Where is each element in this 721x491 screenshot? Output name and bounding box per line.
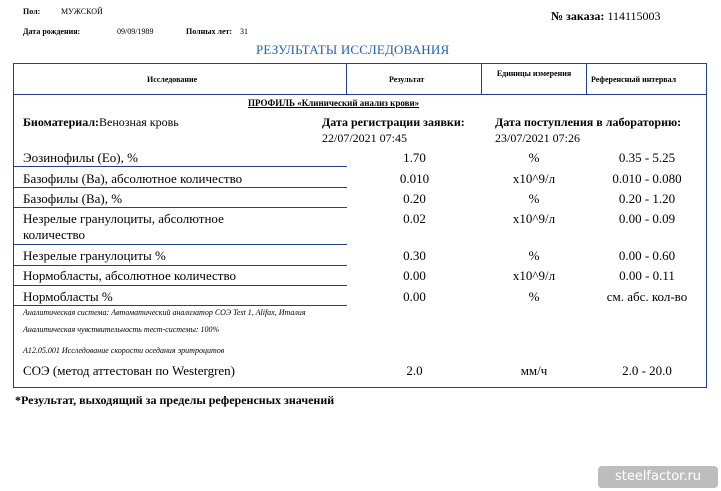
test-reference: 0.00 - 0.60 <box>618 248 676 263</box>
test-unit: % <box>528 289 540 304</box>
column-header-reference: Референсный интервал <box>591 75 677 84</box>
test-unit: х10^9/л <box>512 171 556 186</box>
test-name: Незрелые гранулоциты, абсолютное <box>23 211 224 226</box>
test-result: 0.02 <box>403 211 426 226</box>
divider <box>346 64 347 95</box>
test-result: 0.00 <box>403 268 426 283</box>
registration-value: 22/07/2021 07:45 <box>322 131 408 145</box>
test-reference: 0.010 - 0.080 <box>612 171 682 186</box>
divider <box>14 187 347 188</box>
test-unit: % <box>528 248 540 263</box>
divider <box>14 244 347 245</box>
test-result: 0.30 <box>403 248 426 263</box>
test-name: Нормобласты % <box>23 289 113 304</box>
test-name: Незрелые гранулоциты % <box>23 248 166 263</box>
biomaterial-label: Биоматериал: <box>23 115 100 129</box>
column-header-result: Результат <box>389 75 425 84</box>
divider <box>14 265 347 266</box>
divider <box>14 305 347 306</box>
biomaterial-value: Венозная кровь <box>99 115 179 129</box>
test-reference: 0.00 - 0.11 <box>619 268 675 283</box>
age-value: 31 <box>240 27 248 36</box>
divider <box>586 64 587 95</box>
divider <box>14 166 347 167</box>
watermark-logo: steelfactor.ru <box>598 466 718 488</box>
test-name: Базофилы (Ba), абсолютное количество <box>23 171 243 186</box>
order-label: № заказа: <box>551 9 605 23</box>
test-result: 0.20 <box>403 191 426 206</box>
column-header-units: Единицы измерения <box>496 69 572 78</box>
profile-title: ПРОФИЛЬ «Клинический анализ крови» <box>248 98 420 108</box>
order-number <box>551 9 661 24</box>
test-result: 2.0 <box>406 363 423 378</box>
registration-label: Дата регистрации заявки: <box>322 115 465 129</box>
test-name: Базофилы (Ba), % <box>23 191 123 206</box>
sensitivity-note: Аналитическая чувствительность тест-системы: 100% <box>23 325 220 334</box>
test-name: Нормобласты, абсолютное количество <box>23 268 237 283</box>
divider <box>14 94 706 95</box>
divider <box>14 285 347 286</box>
method-code-note: A12.05.001 Исследование скорости оседания эритроцитов <box>23 346 225 355</box>
test-name: СОЭ (метод аттестован по Westergren) <box>23 363 235 378</box>
biomaterial <box>23 115 179 130</box>
page-title: РЕЗУЛЬТАТЫ ИССЛЕДОВАНИЯ <box>256 42 450 57</box>
lab-arrival-value: 23/07/2021 07:26 <box>495 131 581 145</box>
order-value: 114115003 <box>607 9 661 23</box>
divider <box>481 64 482 95</box>
test-name: Эозинофилы (Eo), % <box>23 150 138 165</box>
test-unit: % <box>528 191 540 206</box>
test-result: 0.010 <box>399 171 430 186</box>
sex-label: Пол: <box>23 7 41 16</box>
test-result: 0.00 <box>403 289 426 304</box>
test-reference: 0.20 - 1.20 <box>618 191 676 206</box>
test-reference: 2.0 - 20.0 <box>622 363 672 378</box>
birth-label: Дата рождения: <box>23 27 81 36</box>
results-table <box>13 63 707 388</box>
test-result: 1.70 <box>403 150 426 165</box>
test-unit: % <box>528 150 540 165</box>
age-label: Полных лет: <box>186 27 233 36</box>
footnote: *Результат, выходящий за пределы референсных значений <box>15 393 335 407</box>
column-header-test: Исследование <box>147 75 198 84</box>
test-reference: 0.35 - 5.25 <box>618 150 676 165</box>
birth-value: 09/09/1989 <box>117 27 154 36</box>
sex-value: МУЖСКОЙ <box>61 7 103 16</box>
test-unit: х10^9/л <box>512 268 556 283</box>
divider <box>14 207 347 208</box>
test-name-continued: количество <box>23 227 86 242</box>
test-reference: 0.00 - 0.09 <box>618 211 676 226</box>
test-reference: см. абс. кол-во <box>606 289 688 304</box>
test-unit: х10^9/л <box>512 211 556 226</box>
test-unit: мм/ч <box>520 363 548 378</box>
lab-arrival-label: Дата поступления в лабораторию: <box>495 115 682 129</box>
analytic-system-note: Аналитическая система: Автоматический анализатор СОЭ Test 1, Alifax, Италия <box>23 308 306 317</box>
